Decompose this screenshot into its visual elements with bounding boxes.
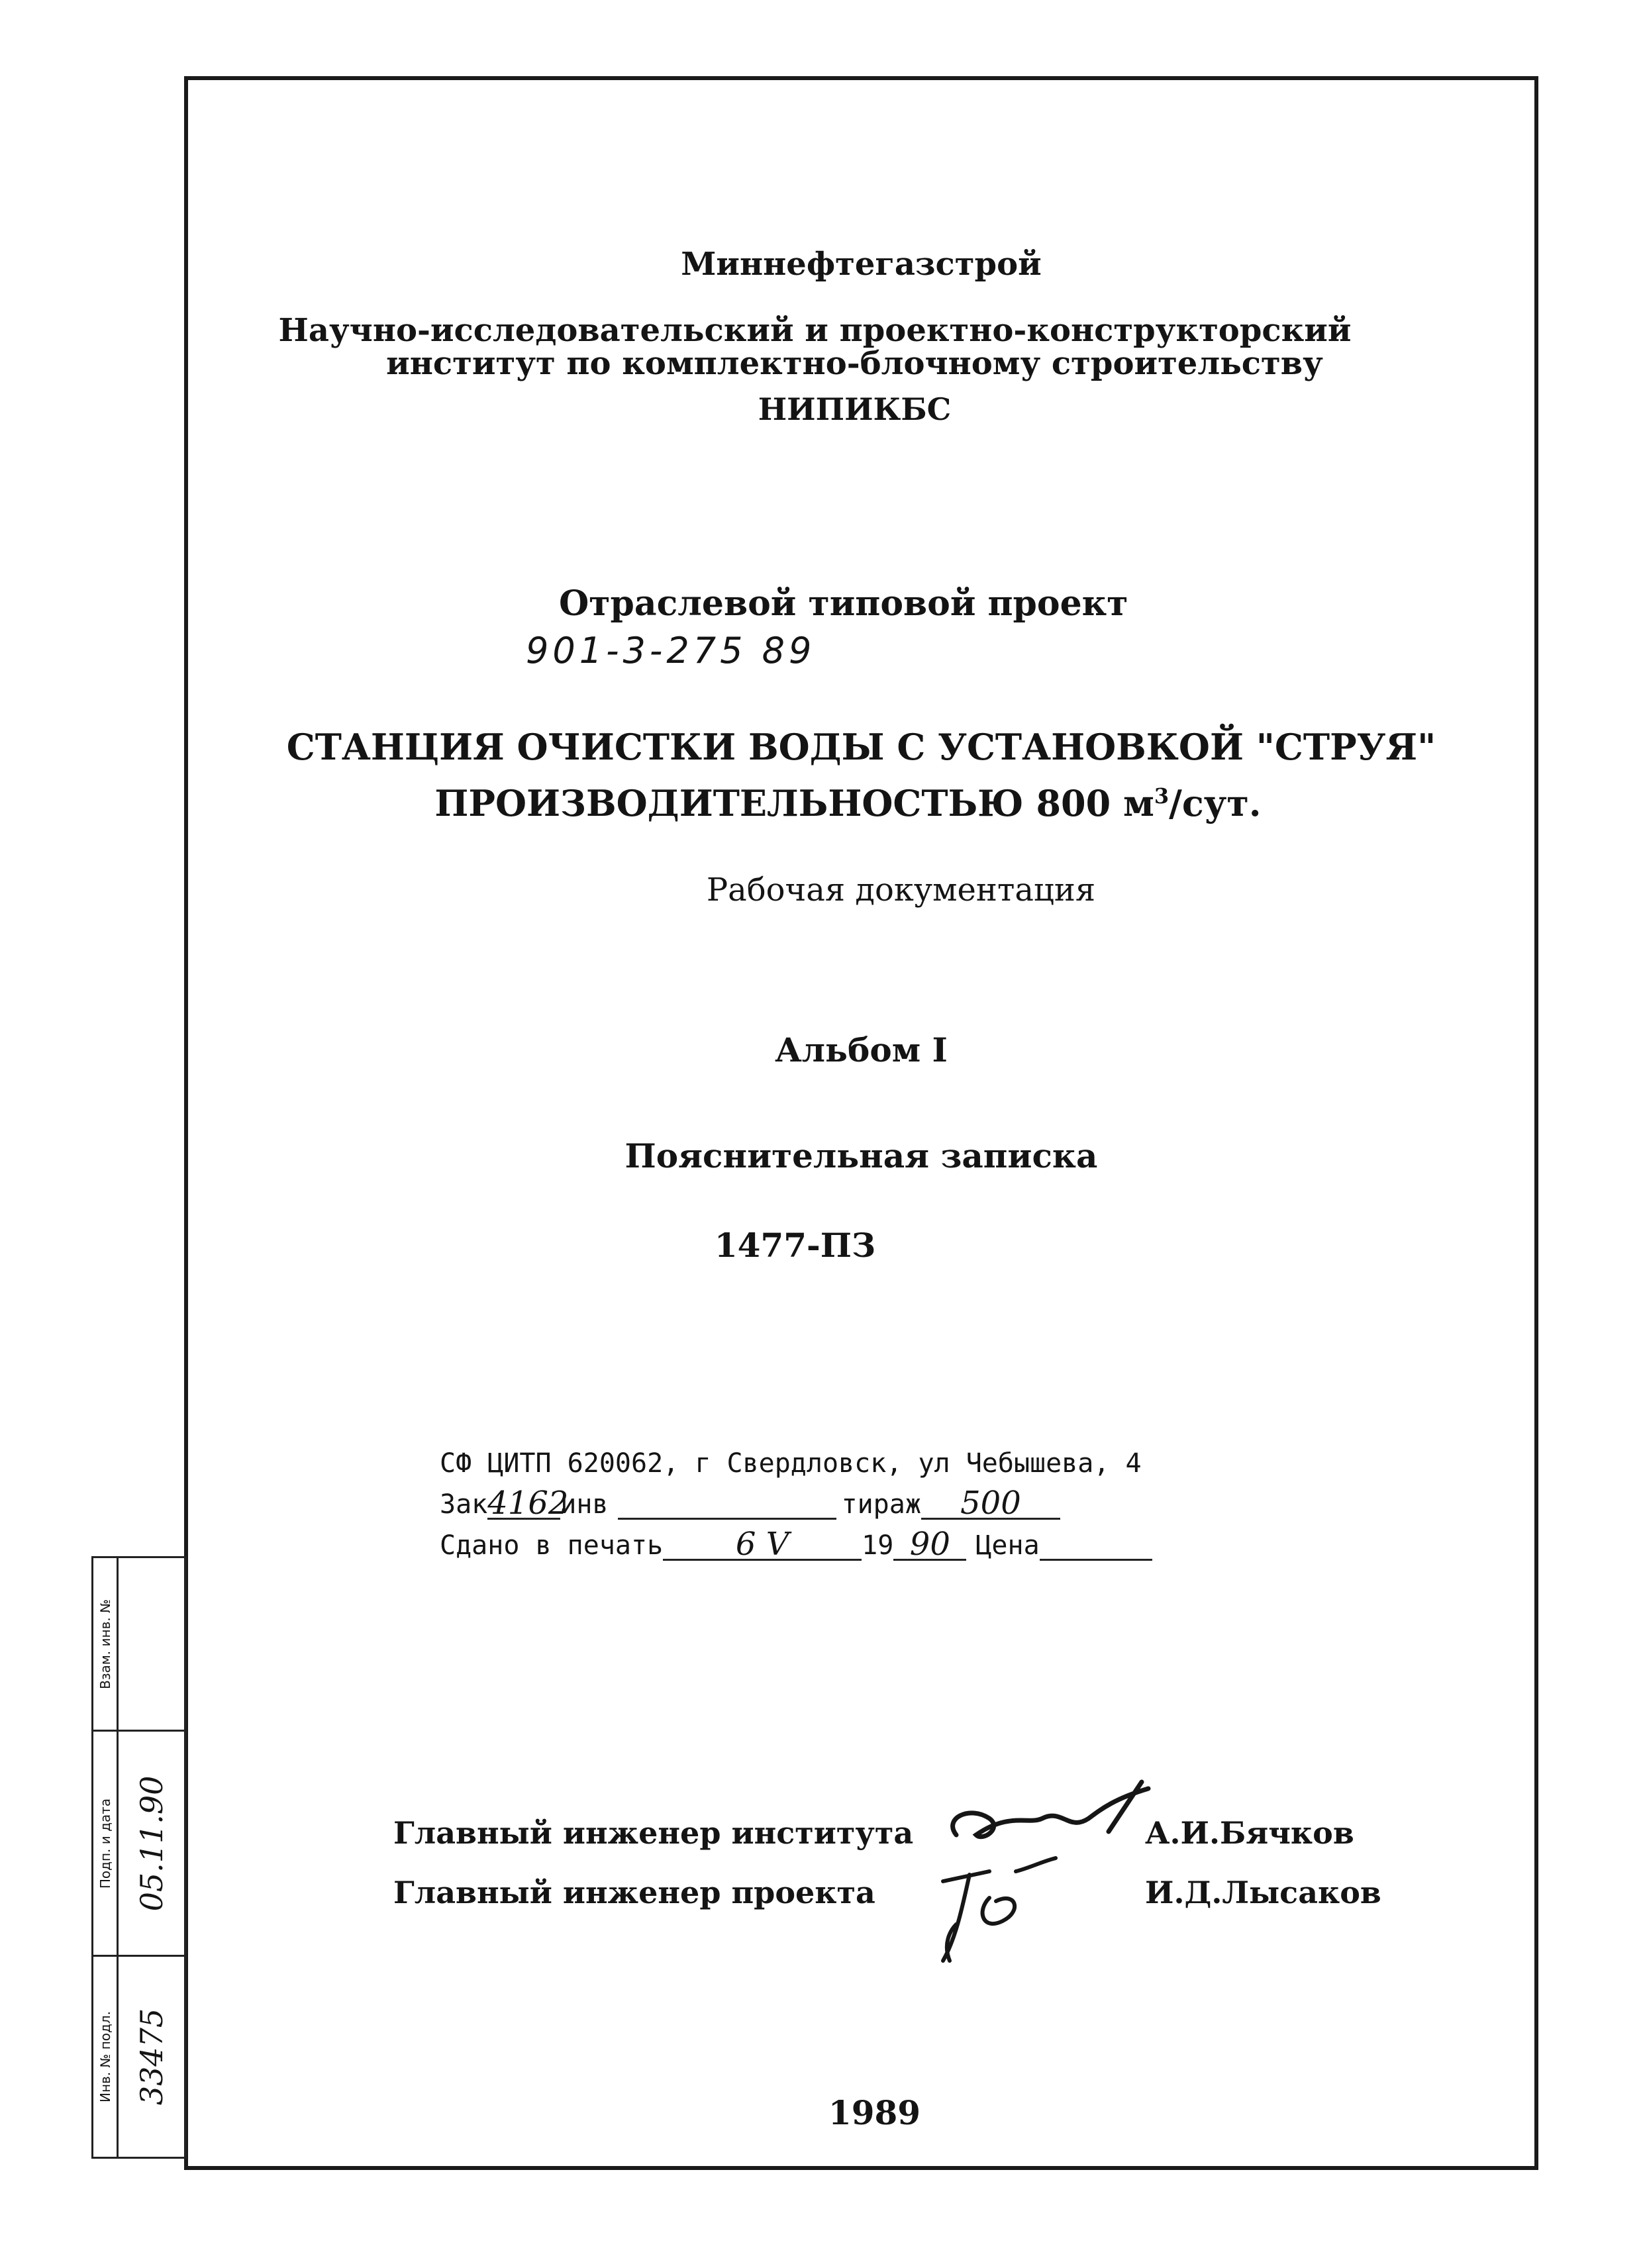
side-stamp-table bbox=[91, 1556, 187, 2159]
inventory-number bbox=[618, 1518, 836, 1520]
stamp-cell-original-inventory bbox=[91, 1955, 187, 2159]
price-label: Цена bbox=[975, 1530, 1040, 1561]
documentation-type: Рабочая документация bbox=[706, 871, 1096, 909]
order-number: 4162 bbox=[487, 1485, 569, 1522]
chief-engineer-institute-name: А.И.Бячков bbox=[1145, 1815, 1354, 1851]
circulation-value: 500 bbox=[921, 1489, 1060, 1520]
album-number: Альбом I bbox=[775, 1030, 948, 1069]
sent-to-print-row bbox=[440, 1520, 1234, 1561]
chief-engineer-institute-role: Главный инженер института bbox=[393, 1815, 914, 1851]
inventory-label: инв bbox=[560, 1489, 609, 1520]
volume-title: Пояснительная записка bbox=[624, 1136, 1098, 1175]
ministry-name: Миннефтегазстрой bbox=[681, 246, 1042, 283]
document-frame bbox=[184, 76, 1538, 2170]
price-value bbox=[1040, 1559, 1152, 1561]
stamp-cell-signature-date bbox=[91, 1730, 187, 1957]
order-row bbox=[440, 1479, 1234, 1520]
sent-to-print-label: Сдано в печать bbox=[440, 1530, 664, 1561]
document-title-line1: СТАНЦИЯ ОЧИСТКИ ВОДЫ С УСТАНОВКОЙ "СТРУЯ" bbox=[286, 726, 1436, 768]
circulation-label: тираж bbox=[841, 1489, 921, 1520]
print-year: 90 bbox=[893, 1530, 966, 1561]
title-line2-suffix: /сут. bbox=[1169, 782, 1262, 824]
stamp-label-original-inventory: Инв. № подл. bbox=[97, 2011, 113, 2102]
publication-info bbox=[440, 1438, 1234, 1561]
stamp-cell-replacement bbox=[91, 1556, 187, 1732]
signature-project bbox=[917, 1845, 1075, 1977]
project-number: 901-3-275 89 bbox=[526, 630, 816, 671]
institute-name-line1: Научно-исследовательский и проектно-конструкторский bbox=[278, 312, 1352, 349]
document-year: 1989 bbox=[828, 2093, 921, 2132]
title-line2-prefix: ПРОИЗВОДИТЕЛЬНОСТЬЮ 800 м bbox=[434, 782, 1154, 824]
year-prefix: 19 bbox=[862, 1530, 894, 1561]
stamp-value-original-inventory: 33475 bbox=[134, 2008, 170, 2106]
chief-engineer-project-name: И.Д.Лысаков bbox=[1145, 1875, 1381, 1910]
chief-engineer-project-role: Главный инженер проекта bbox=[393, 1875, 875, 1910]
title-line2-superscript: 3 bbox=[1154, 783, 1170, 809]
stamp-label-signature-date: Подп. и дата bbox=[97, 1798, 113, 1889]
publisher-address: СФ ЦИТП 620062, г Свердловск, ул Чебышева, 4 bbox=[440, 1448, 1142, 1479]
sent-to-print-date: 6 V bbox=[663, 1530, 862, 1561]
document-title-line2 bbox=[175, 782, 1521, 824]
stamp-value-signature-date: 05.11.90 bbox=[134, 1775, 170, 1911]
institute-name-line2: институт по комплектно-блочному строительству bbox=[386, 345, 1323, 382]
document-code: 1477-ПЗ bbox=[714, 1226, 876, 1265]
stamp-label-replacement: Взам. инв. № bbox=[97, 1599, 113, 1689]
project-type: Отраслевой типовой проект bbox=[559, 583, 1128, 624]
order-label: Зак bbox=[440, 1489, 488, 1520]
institute-abbreviation: НИПИКБС bbox=[758, 391, 952, 427]
